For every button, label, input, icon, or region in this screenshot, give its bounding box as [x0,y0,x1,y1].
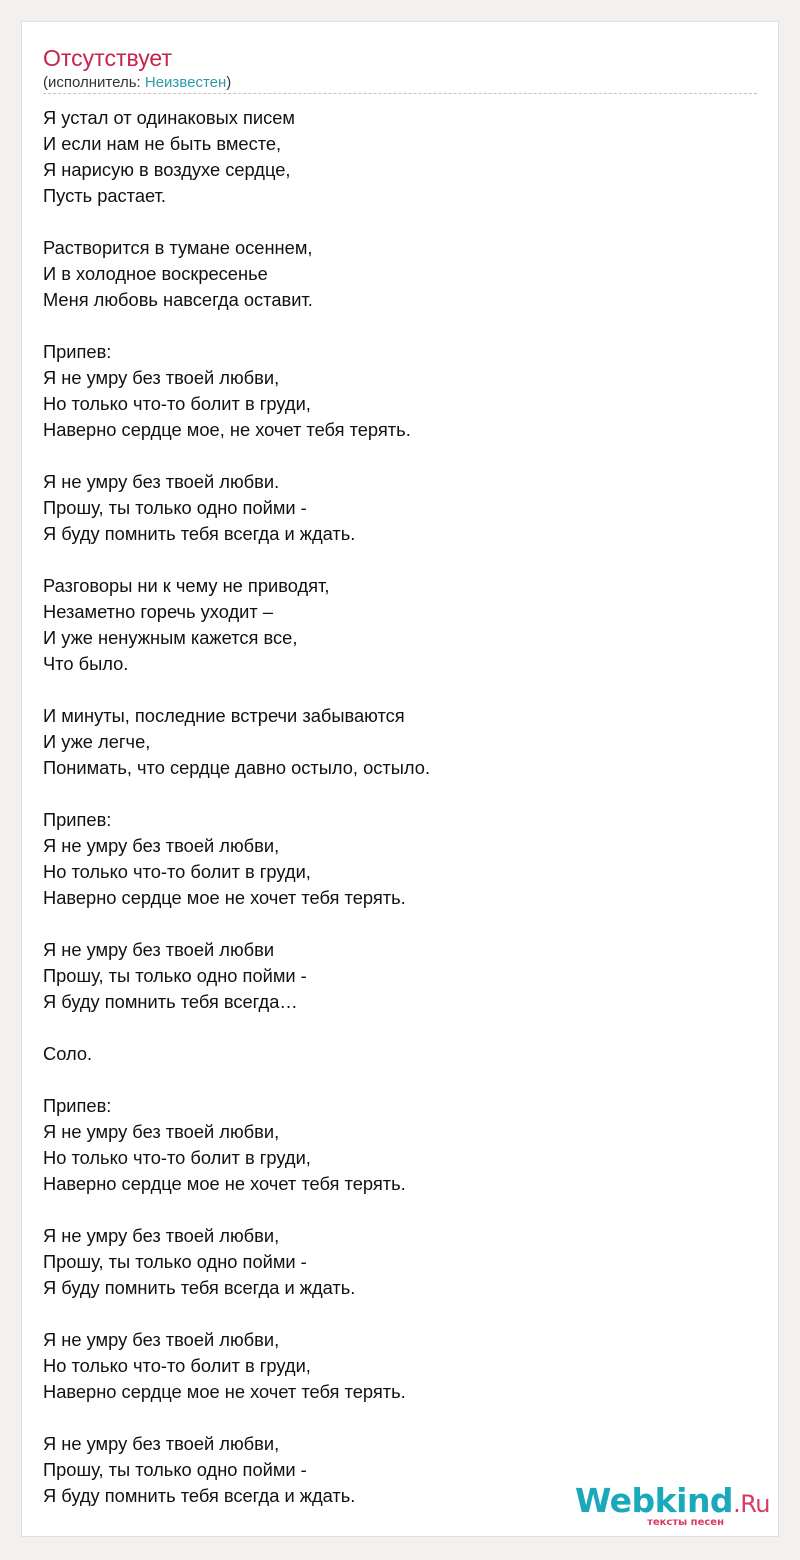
lyric-line: И в холодное воскресенье [43,263,268,284]
lyric-line: Я не умру без твоей любви, [43,1225,280,1246]
lyric-line: Я буду помнить тебя всегда и ждать. [43,523,356,544]
lyrics-stanza [43,1223,759,1301]
song-title: Отсутствует [43,45,172,71]
lyric-line: Что было. [43,653,129,674]
lyric-line: Прошу, ты только одно пойми - [43,1459,307,1480]
lyric-line: Я не умру без твоей любви, [43,1433,280,1454]
lyric-line: Меня любовь навсегда оставит. [43,289,313,310]
lyric-line: Я не умру без твоей любви, [43,835,280,856]
lyric-line: Но только что-то болит в груди, [43,861,311,882]
artist-link[interactable]: Неизвестен [144,74,227,91]
lyrics-stanza [43,1041,759,1067]
lyrics-body [43,105,759,1535]
lyric-line: И уже ненужным кажется все, [43,627,298,648]
lyrics-stanza [43,339,759,443]
lyric-line: Я не умру без твоей любви, [43,1121,280,1142]
lyric-line: Я буду помнить тебя всегда и ждать. [43,1277,356,1298]
lyrics-stanza [43,1093,759,1197]
lyric-line: Припев: [43,341,112,362]
artist-line [43,73,231,93]
lyrics-stanza [43,469,759,547]
lyrics-stanza [43,105,759,209]
lyric-line: Но только что-то болит в груди, [43,1355,311,1376]
lyrics-card [21,21,779,1537]
lyric-line: Наверно сердце мое не хочет тебя терять. [43,887,406,908]
lyrics-stanza [43,937,759,1015]
lyric-line: Я буду помнить тебя всегда и ждать. [43,1485,356,1506]
artist-suffix: ) [226,74,232,91]
lyric-line: Я устал от одинаковых писем [43,107,295,128]
lyric-line: Но только что-то болит в груди, [43,393,311,414]
lyric-line: И минуты, последние встречи забываются [43,705,405,726]
logo-brand: Webkind [574,1481,734,1520]
lyric-line: Понимать, что сердце давно остыло, остыло. [43,757,431,778]
lyric-line: Припев: [43,1095,112,1116]
lyric-line: Наверно сердце мое не хочет тебя терять. [43,1381,406,1402]
lyric-line: Я не умру без твоей любви, [43,367,280,388]
lyric-line: Но только что-то болит в груди, [43,1147,311,1168]
lyric-line: Я не умру без твоей любви, [43,1329,280,1350]
lyric-line: Наверно сердце мое не хочет тебя терять. [43,1173,406,1194]
lyric-line: И если нам не быть вместе, [43,133,282,154]
lyric-line: Я не умру без твоей любви [43,939,275,960]
lyric-line: Разговоры ни к чему не приводят, [43,575,330,596]
lyric-line: Припев: [43,809,112,830]
lyrics-stanza [43,573,759,677]
logo-tagline: тексты песен [647,1517,724,1528]
logo-tld: .Ru [733,1490,770,1518]
lyric-line: И уже легче, [43,731,151,752]
lyric-line: Наверно сердце мое, не хочет тебя терять. [43,419,411,440]
lyric-line: Я нарисую в воздухе сердце, [43,159,291,180]
lyric-line: Прошу, ты только одно пойми - [43,965,307,986]
lyric-line: Растворится в тумане осеннем, [43,237,313,258]
artist-prefix: (исполнитель: [43,74,145,91]
lyric-line: Я буду помнить тебя всегда… [43,991,298,1012]
lyric-line: Прошу, ты только одно пойми - [43,1251,307,1272]
lyrics-stanza [43,807,759,911]
lyrics-stanza [43,235,759,313]
lyrics-stanza [43,1327,759,1405]
lyrics-stanza [43,703,759,781]
webkind-logo[interactable] [570,1482,770,1534]
lyric-line: Соло. [43,1043,93,1064]
lyric-line: Пусть растает. [43,185,166,206]
lyric-line: Я не умру без твоей любви. [43,471,280,492]
lyric-line: Незаметно горечь уходит – [43,601,273,622]
title-divider [43,93,757,94]
lyric-line: Прошу, ты только одно пойми - [43,497,307,518]
